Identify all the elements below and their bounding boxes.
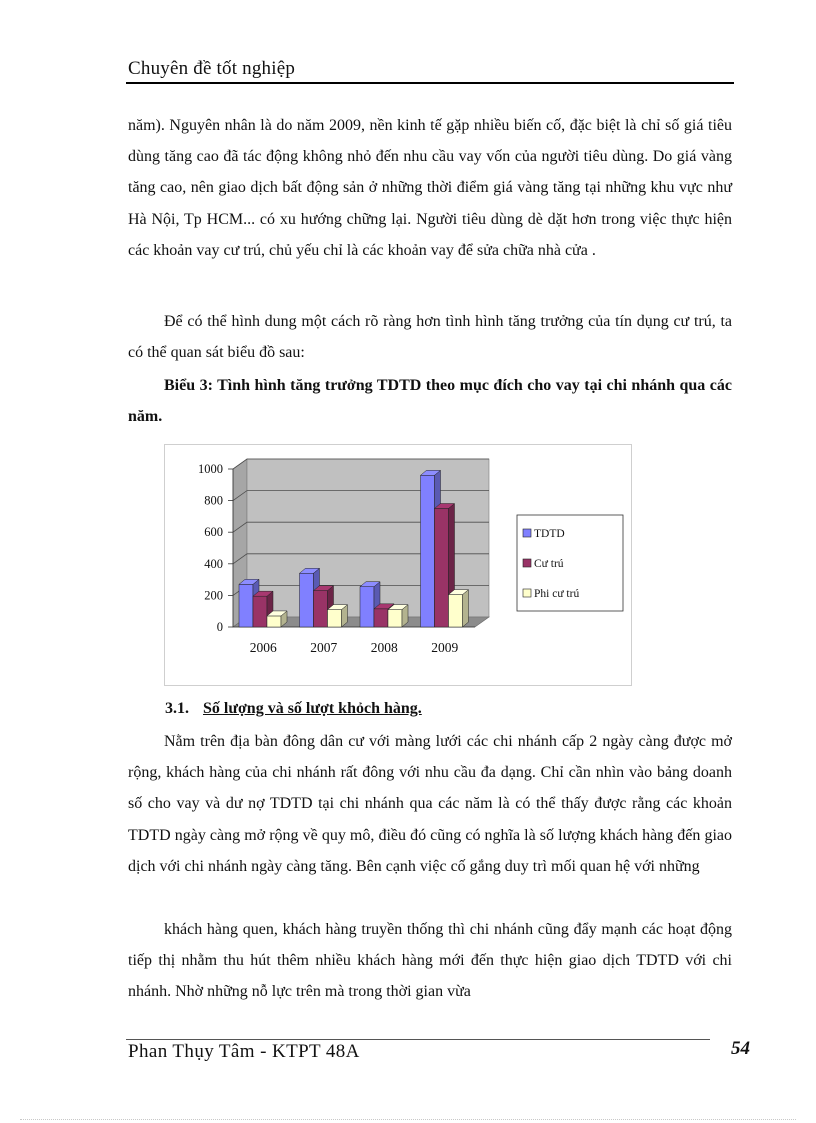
y-tick-label: 800 — [204, 493, 223, 508]
legend-swatch — [523, 529, 531, 537]
bar-chart — [165, 445, 631, 685]
section-number: 3.1. — [165, 700, 189, 717]
bar — [314, 591, 328, 627]
legend-label: TDTD — [534, 528, 565, 540]
y-tick-label: 200 — [204, 588, 223, 603]
legend-swatch — [523, 559, 531, 567]
y-tick-label: 600 — [204, 525, 223, 540]
section-heading — [165, 697, 422, 721]
paragraph-1-text: năm). Nguyên nhân là do năm 2009, nền kinh tế gặp nhiều biến cố, đặc biệt là chỉ số giá tiêu dùng tăng cao đã tác động không nhỏ đến nhu cầu vay vốn của người tiêu dùng. Do giá vàng tăng cao, nên giao dịch bất động sản ở những thời điểm giá vàng tăng tại những khu vực như Hà Nội, Tp HCM... có xu hướng chững lại. Người tiêu dùng dè dặt hơn trong việc thực hiện các khoản vay cư trú, chủ yếu chỉ là các khoản vay để sửa chữa nhà cửa . — [128, 117, 732, 259]
bar — [388, 610, 402, 627]
footer-rule — [126, 1039, 710, 1040]
paragraph-1 — [128, 110, 732, 266]
bar — [253, 596, 267, 627]
page-number: 54 — [731, 1038, 750, 1059]
bar — [360, 587, 374, 627]
header-rule — [126, 82, 734, 84]
paragraph-3: Nằm trên địa bàn đông dân cư với màng lưới các chi nhánh cấp 2 ngày càng được mở rộng, khách hàng của chi nhánh rất đông với nhu cầu đa dạng. Chỉ cần nhìn vào bảng doanh số cho vay và dư nợ TDTD tại chi nhánh qua các năm là có thể thấy được rằng các khoản TDTD ngày càng mở rộng về quy mô, điều đó cũng có nghĩa là số lượng khách hàng đến giao dịch với chi nhánh ngày càng tăng. Bên cạnh việc cố gắng duy trì mối quan hệ với những — [128, 733, 732, 875]
bar — [300, 573, 314, 627]
bar — [239, 584, 253, 627]
x-tick-label: 2009 — [431, 640, 459, 655]
y-tick-label: 400 — [204, 556, 223, 571]
bar-side — [463, 590, 469, 627]
bar — [449, 595, 463, 627]
bar — [328, 610, 342, 627]
chart-container — [164, 444, 632, 686]
paragraph-2: Để có thể hình dung một cách rõ ràng hơn tình hình tăng trưởng của tín dụng cư trú, ta có thể quan sát biểu đồ sau: — [128, 313, 732, 362]
section-title: Số lượng và số lượt khỏch hàng. — [203, 700, 422, 717]
bar — [435, 509, 449, 628]
page-edge-dotted-line — [20, 1119, 796, 1120]
y-tick-label: 0 — [216, 620, 223, 634]
bar — [374, 609, 388, 627]
legend-label: Cư trú — [534, 558, 564, 570]
chart-caption: Biểu 3: Tình hình tăng trưởng TDTD theo mục đích cho vay tại chi nhánh qua các năm. — [128, 377, 732, 426]
paragraph-4: khách hàng quen, khách hàng truyền thống thì chi nhánh cũng đẩy mạnh các hoạt động tiếp thị nhằm thu hút thêm nhiều khách hàng mới đến thực hiện giao dịch TDTD với chi nhánh. Nhờ những nỗ lực trên mà trong thời gian vừa — [128, 921, 732, 1001]
footer-author: Phan Thụy Tâm - KTPT 48A — [128, 1041, 360, 1062]
bar — [421, 475, 435, 627]
page-header-title: Chuyên đề tốt nghiệp — [128, 58, 296, 79]
legend-label: Phi cư trú — [534, 588, 580, 600]
x-tick-label: 2006 — [249, 640, 277, 655]
y-tick-label: 1000 — [198, 462, 223, 476]
x-tick-label: 2008 — [370, 640, 398, 655]
bar — [267, 616, 281, 627]
legend-swatch — [523, 589, 531, 597]
x-tick-label: 2007 — [310, 640, 338, 655]
